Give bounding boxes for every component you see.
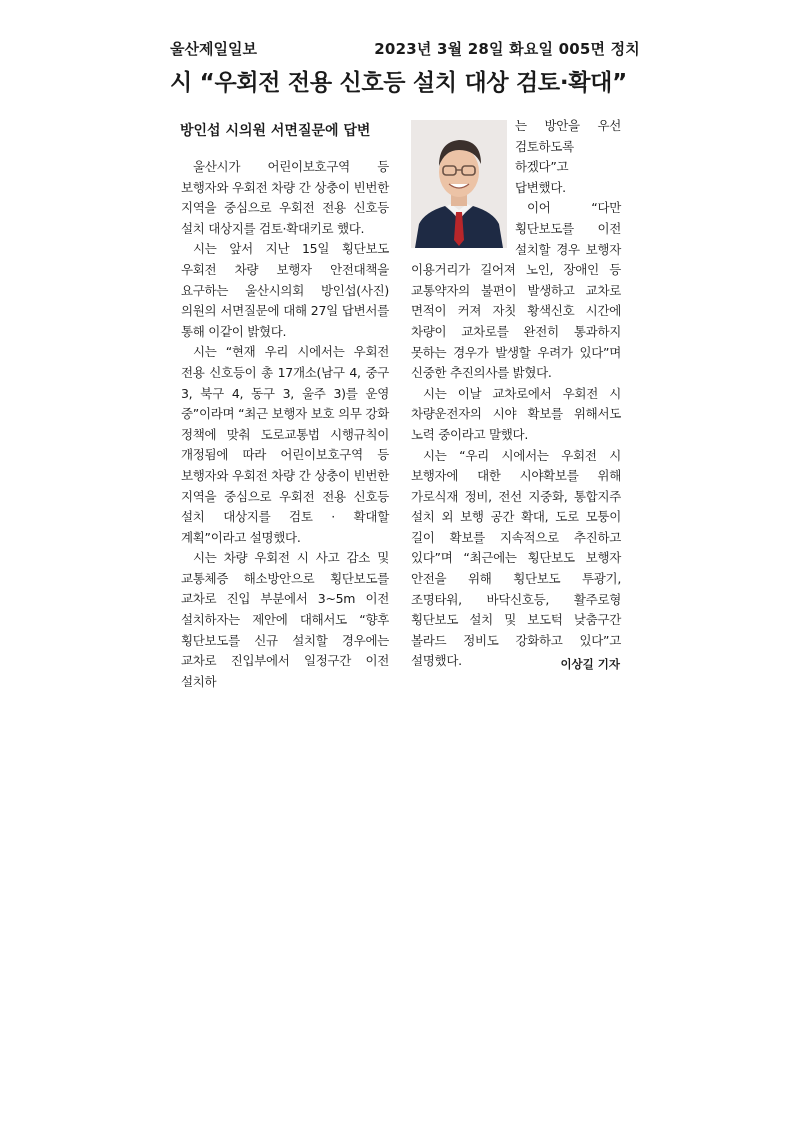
byline: 이상길 기자 — [560, 657, 620, 671]
headline: 시 “우회전 전용 신호등 설치 대상 검토·확대” — [170, 70, 627, 96]
masthead — [170, 38, 640, 58]
paragraph: 시는 앞서 지난 15일 횡단보도 우회전 차량 보행자 안전대책을 요구하는 울산시의회 방인섭(사진) 의원의 서면질문에 대해 27일 답변서를 통해 이같이 밝혔다. — [181, 241, 389, 339]
edition-info: 2023년 3월 28일 화요일 005면 정치 — [374, 40, 640, 58]
paragraph: 시는 차량 우회전 시 사고 감소 및 교통체증 해소방안으로 횡단보도를 교차로 진입 부분에서 3~5m 이전 설치하자는 제안에 대해서도 “향후 횡단보도를 신규 설치할 경우에는 교차로 진입부에서 일정구간 이전 설치하 — [181, 550, 389, 689]
portrait-photo-icon — [411, 120, 507, 248]
paragraph: 시는 “우리 시에서는 우회전 시 보행자에 대한 시야확보를 위해 가로식재 정비, 전선 지중화, 통합지주 설치 외 보행 공간 확대, 도로 모퉁이 길이 확보를 지속적으로 추진하고 있다”며 “최근에는 횡단보도 보행자 안전을 위해 횡단보도 투광기, 조명타워, 바닥신호등, 활주로형 횡단보도 설치 및 보도턱 낮춤구간 볼라드 정비도 강화하고 있다”고 설명했다. — [411, 447, 621, 669]
paragraph: 시는 “현재 우리 시에서는 우회전 전용 신호등이 총 17개소(남구 4, 중구 3, 북구 4, 동구 3, 울주 3)를 운영 중”이라며 “최근 보행자 보호 의무 강화 정책에 맞춰 도로교통법 시행규칙이 개정됨에 따라 어린이보호구역 등 보행자와 우회전 차량 간 상충이 빈번한 지역을 중심으로 우회전 전용 신호등 설치 대상지를 검토 · 확대할 계획”이라고 설명했다. — [181, 344, 389, 545]
article-column-left — [181, 157, 389, 692]
paragraph: 울산시가 어린이보호구역 등 보행자와 우회전 차량 간 상충이 빈번한 지역을 중심으로 우회전 전용 신호등 설치 대상지를 검토·확대키로 했다. — [181, 159, 389, 236]
paragraph: 시는 이날 교차로에서 우회전 시 차량운전자의 시야 확보를 위해서도 노력 중이라고 말했다. — [411, 385, 621, 442]
article-column-right — [411, 116, 621, 672]
paragraph: 이어 “다만 횡단보도를 이전 설치할 경우 보행자 이용거리가 길어져 노인, 장애인 등 교통약자의 불편이 발생하고 교차로 면적이 커져 자칫 황색신호 시간에 차량이 교차로를 완전히 통과하지 못하는 경우가 발생할 우려가 있다”며 신중한 추진의사를 밝혔다. — [411, 200, 621, 381]
paper-name: 울산제일일보 — [170, 40, 257, 58]
paragraph: 는 방안을 우선 검토하도록 하겠다”고 답변했다. — [515, 118, 621, 195]
subhead: 방인섭 시의원 서면질문에 답변 — [180, 123, 371, 139]
